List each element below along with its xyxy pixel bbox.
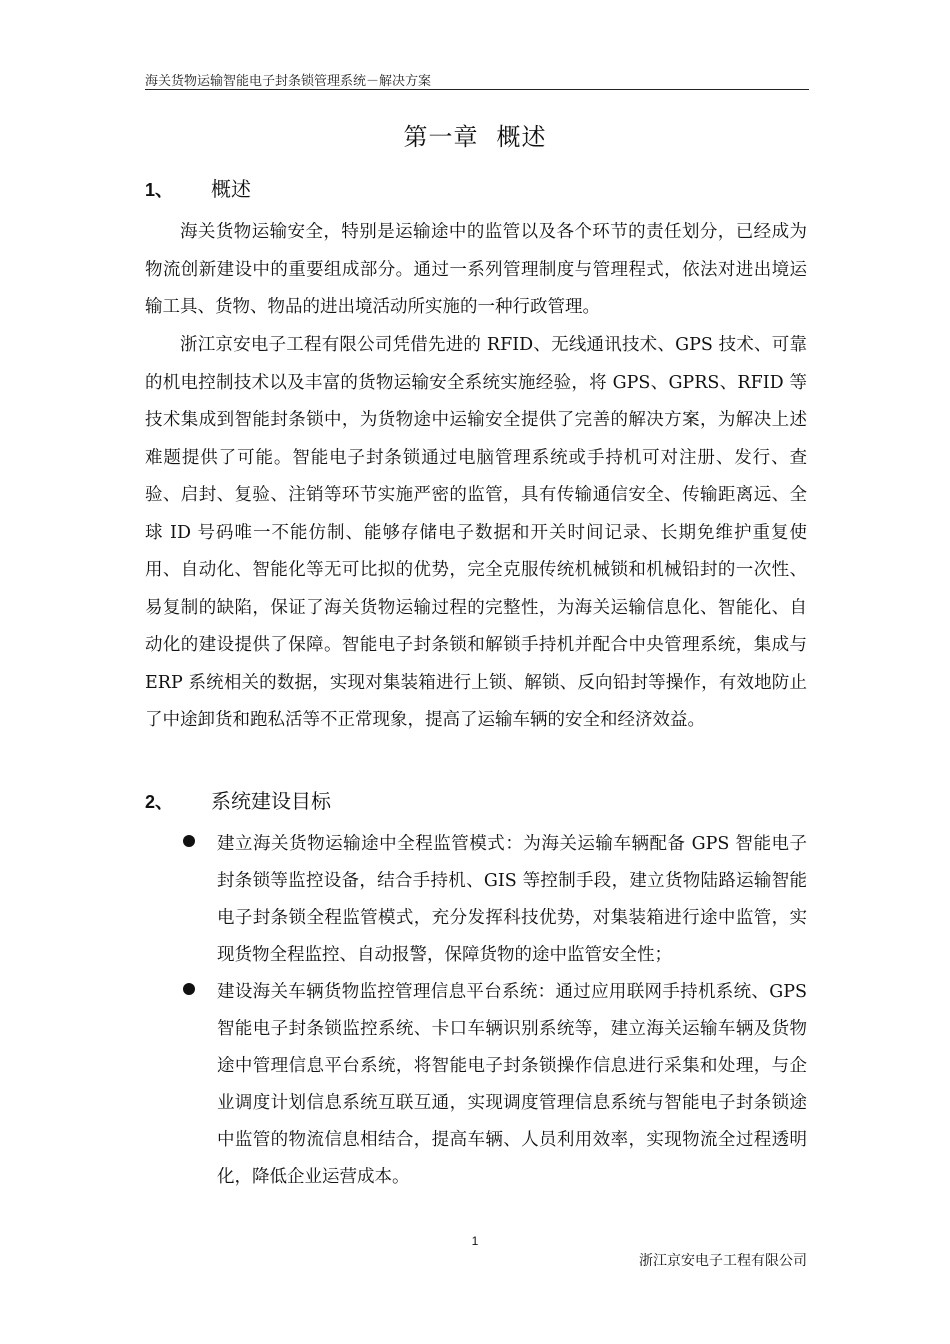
paragraph-2: 浙江京安电子工程有限公司凭借先进的 RFID、无线通讯技术、GPS 技术、可靠的机电控制技术以及丰富的货物运输安全系统实施经验，将 GPS、GPRS、RFID 等技术集成到智能封条锁中，为货物途中运输安全提供了完善的解决方案，为解决上述难题提供了可能。智能电子封条锁通过电脑管理系统或手持机可对注册、发行、查验、启封、复验、注销等环节实施严密的监管，具有传输通信安全、传输距离远、全球 ID 号码唯一不能仿制、能够存储电子数据和开关时间记录、长期免维护重复使用、自动化、智能化等无可比拟的优势，完全克服传统机械锁和机械铅封的一次性、易复制的缺陷，保证了海关货物运输过程的完整性，为海关运输信息化、智能化、自动化的建设提供了保障。智能电子封条锁和解锁手持机并配合中央管理系统，集成与 ERP 系统相关的数据，实现对集装箱进行上锁、解锁、反向铅封等操作，有效地防止了中途卸货和跑私活等不正常现象，提高了运输车辆的安全和经济效益。: [145, 335, 807, 730]
bullet-text: 建设海关车辆货物监控管理信息平台系统：通过应用联网手持机系统、GPS 智能电子封条锁监控系统、卡口车辆识别系统等，建立海关运输车辆及货物途中管理信息平台系统，将智能电子封条锁操作信息进行采集和处理，与企业调度计划信息系统互联互通，实现调度管理信息系统与智能电子封条锁途中监管的物流信息相结合，提高车辆、人员利用效率，实现物流全过程透明化，降低企业运营成本。: [217, 982, 807, 1187]
section-2-title: 系统建设目标: [211, 789, 331, 813]
footer-company: 浙江京安电子工程有限公司: [639, 1253, 807, 1269]
bullet-icon: [183, 983, 195, 995]
section-2-heading: [145, 785, 331, 814]
bullet-item: [145, 826, 807, 974]
chapter-title: [0, 117, 950, 152]
paragraph-1: 海关货物运输安全，特别是运输途中的监管以及各个环节的责任划分，已经成为物流创新建设中的重要组成部分。通过一系列管理制度与管理程式，依法对进出境运输工具、货物、物品的进出境活动所实施的一种行政管理。: [145, 222, 807, 317]
section-2-number: 2、: [145, 792, 174, 812]
header-rule: [145, 89, 809, 90]
bullet-icon: [183, 835, 195, 847]
bullet-text: 建立海关货物运输途中全程监管模式：为海关运输车辆配备 GPS 智能电子封条锁等监控设备，结合手持机、GIS 等控制手段，建立货物陆路运输智能电子封条锁全程监管模式，充分发挥科技优势，对集装箱进行途中监管，实现货物全程监控、自动报警，保障货物的途中监管安全性；: [217, 834, 807, 965]
section-1-number: 1、: [145, 180, 174, 200]
section-1-heading: [145, 173, 251, 202]
chapter-heading: 概述: [496, 123, 547, 151]
chapter-label: 第一章: [403, 123, 479, 151]
section-1-title: 概述: [211, 177, 251, 201]
page-number: 1: [471, 1234, 479, 1248]
running-header: 海关货物运输智能电子封条锁管理系统－解决方案: [145, 74, 432, 89]
bullet-item: [145, 974, 807, 1196]
